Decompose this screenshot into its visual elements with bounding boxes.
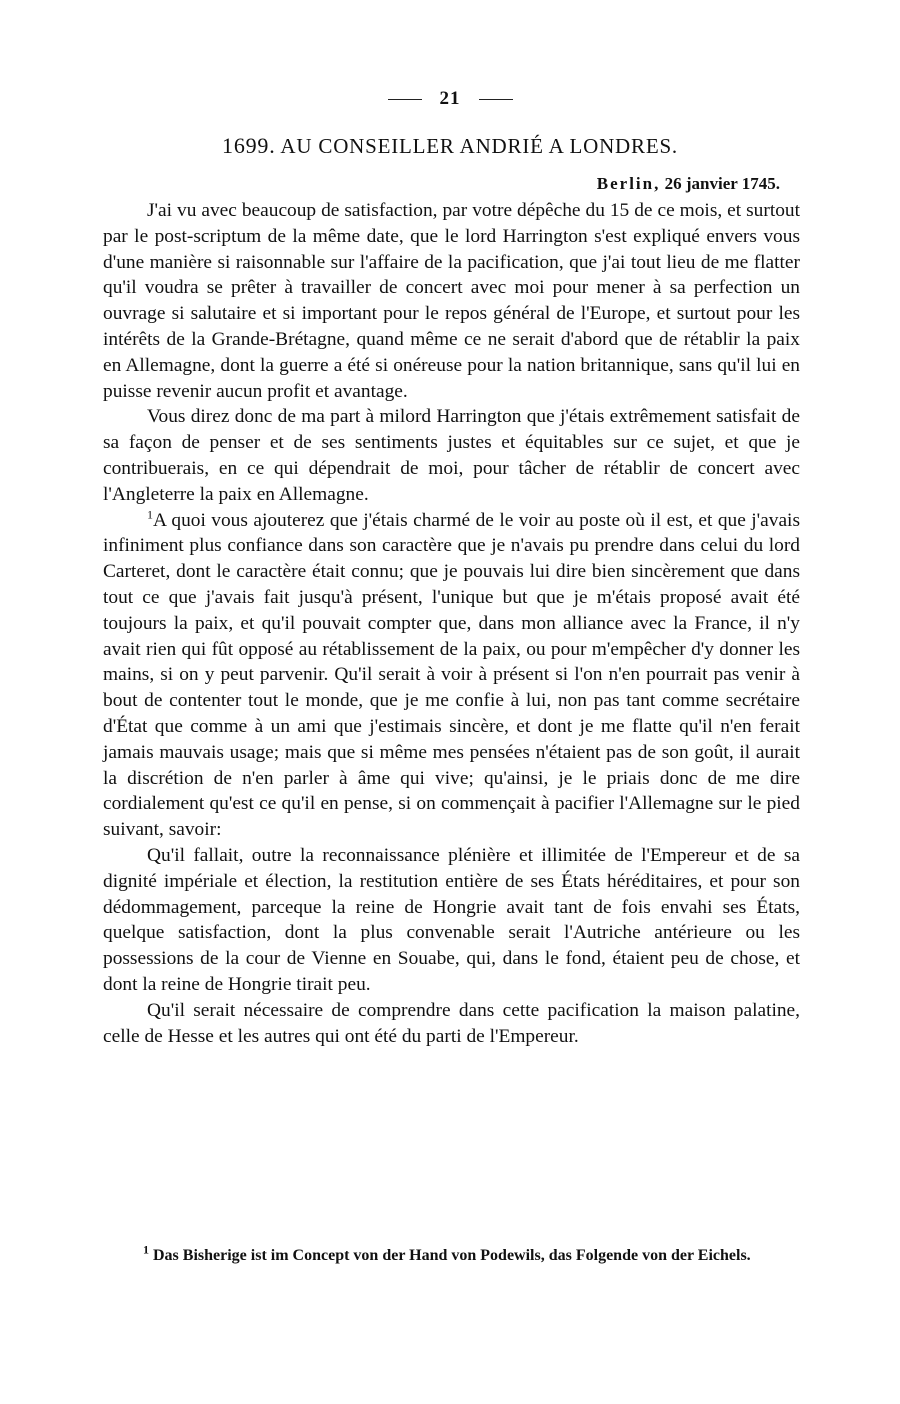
dateline-date: 26 janvier 1745. [664, 174, 780, 193]
right-rule [479, 99, 513, 100]
footnote [103, 1242, 800, 1266]
footnote-reference: 1 [147, 507, 153, 522]
letter-title: AU CONSEILLER ANDRIÉ A LONDRES. [280, 134, 678, 158]
footnote-text: Das Bisherige ist im Concept von der Hand von Podewils, das Folgende von der Eichels. [153, 1247, 751, 1264]
letter-heading [0, 133, 900, 159]
paragraph-3-text: A quoi vous ajouterez que j'étais charmé de le voir au poste où il est, et que j'avais infiniment plus confiance dans son caractère que je n'avais pu prendre dans celui du lord Carteret, dont le caractère était connu; que je pouvais lui dire bien sincèrement que dans tout ce que j'avais fait jusqu'à présent, l'unique but que je m'étais proposé avait été toujours la paix, et qu'il pouvait compter que, dans mon alliance avec la France, il n'y avait rien qui fût opposé au rétablissement de la paix, ou pour m'empêcher d'y donner les mains, si on y peut parvenir. Qu'il serait à voir à présent si l'on n'en pourrait pas venir à bout de contenter tout le monde, que je me confie à lui, non pas tant comme secrétaire d'État que comme à un ami que j'estimais sincère, et dont je me flatte qu'il n'en ferait jamais mauvais usage; mais que si même mes pensées n'étaient pas de son goût, il aurait la discrétion de n'en parler à âme qui vive; qu'ainsi, je le priais donc de me dire cordialement qu'est ce qu'il en pense, si on commençait à pacifier l'Allemagne sur le pied suivant, savoir: [103, 509, 800, 841]
paragraph-3 [103, 508, 800, 843]
dateline-place: Berlin, [596, 174, 661, 193]
paragraph-2: Vous direz donc de ma part à milord Harrington que j'étais extrêmement satisfait de sa façon de penser et de ses sentiments justes et équitables sur ce sujet, et que je contribuerais, en ce qui dépendrait de moi, pour tâcher de rétablir de concert avec l'Angleterre la paix en Allemagne. [103, 406, 800, 505]
dateline [597, 174, 780, 194]
left-rule [388, 99, 422, 100]
footnote-mark: 1 [143, 1242, 149, 1257]
letter-number: 1699. [222, 133, 276, 158]
page-number: 21 [439, 88, 461, 109]
page-number-header [0, 88, 900, 110]
paragraph-4: Qu'il fallait, outre la reconnaissance plénière et illimitée de l'Empereur et de sa dignité impériale et élection, la restitution entière de ses États héréditaires, et pour son dédommagement, parceque la reine de Hongrie avait tant de fois envahi ses États, quelque satisfaction, dont la plus convenable serait l'Autriche antérieure ou les possessions de la cour de Vienne en Souabe, qui, dans le fond, étaient peu de chose, et dont la reine de Hongrie tirait peu. [103, 844, 800, 995]
paragraph-5: Qu'il serait nécessaire de comprendre dans cette pacification la maison palatine, celle de Hesse et les autres qui ont été du parti de l'Empereur. [103, 999, 800, 1047]
letter-body [103, 198, 800, 1049]
paragraph-1: J'ai vu avec beaucoup de satisfaction, par votre dépêche du 15 de ce mois, et surtout par le post-scriptum de la même date, que le lord Harrington s'est expliqué envers vous d'une manière si raisonnable sur l'affaire de la pacification, que j'ai tout lieu de me flatter qu'il voudra se prêter à travailler de concert avec moi pour mener à sa perfection un ouvrage si salutaire et si important pour le repos général de l'Europe, et surtout pour les intérêts de la Grande-Brétagne, quand même ce ne serait d'abord que de rétablir la paix en Allemagne, dont la guerre a été si onéreuse pour la nation britannique, sans qu'il lui en puisse revenir aucun profit et avantage. [103, 200, 800, 402]
